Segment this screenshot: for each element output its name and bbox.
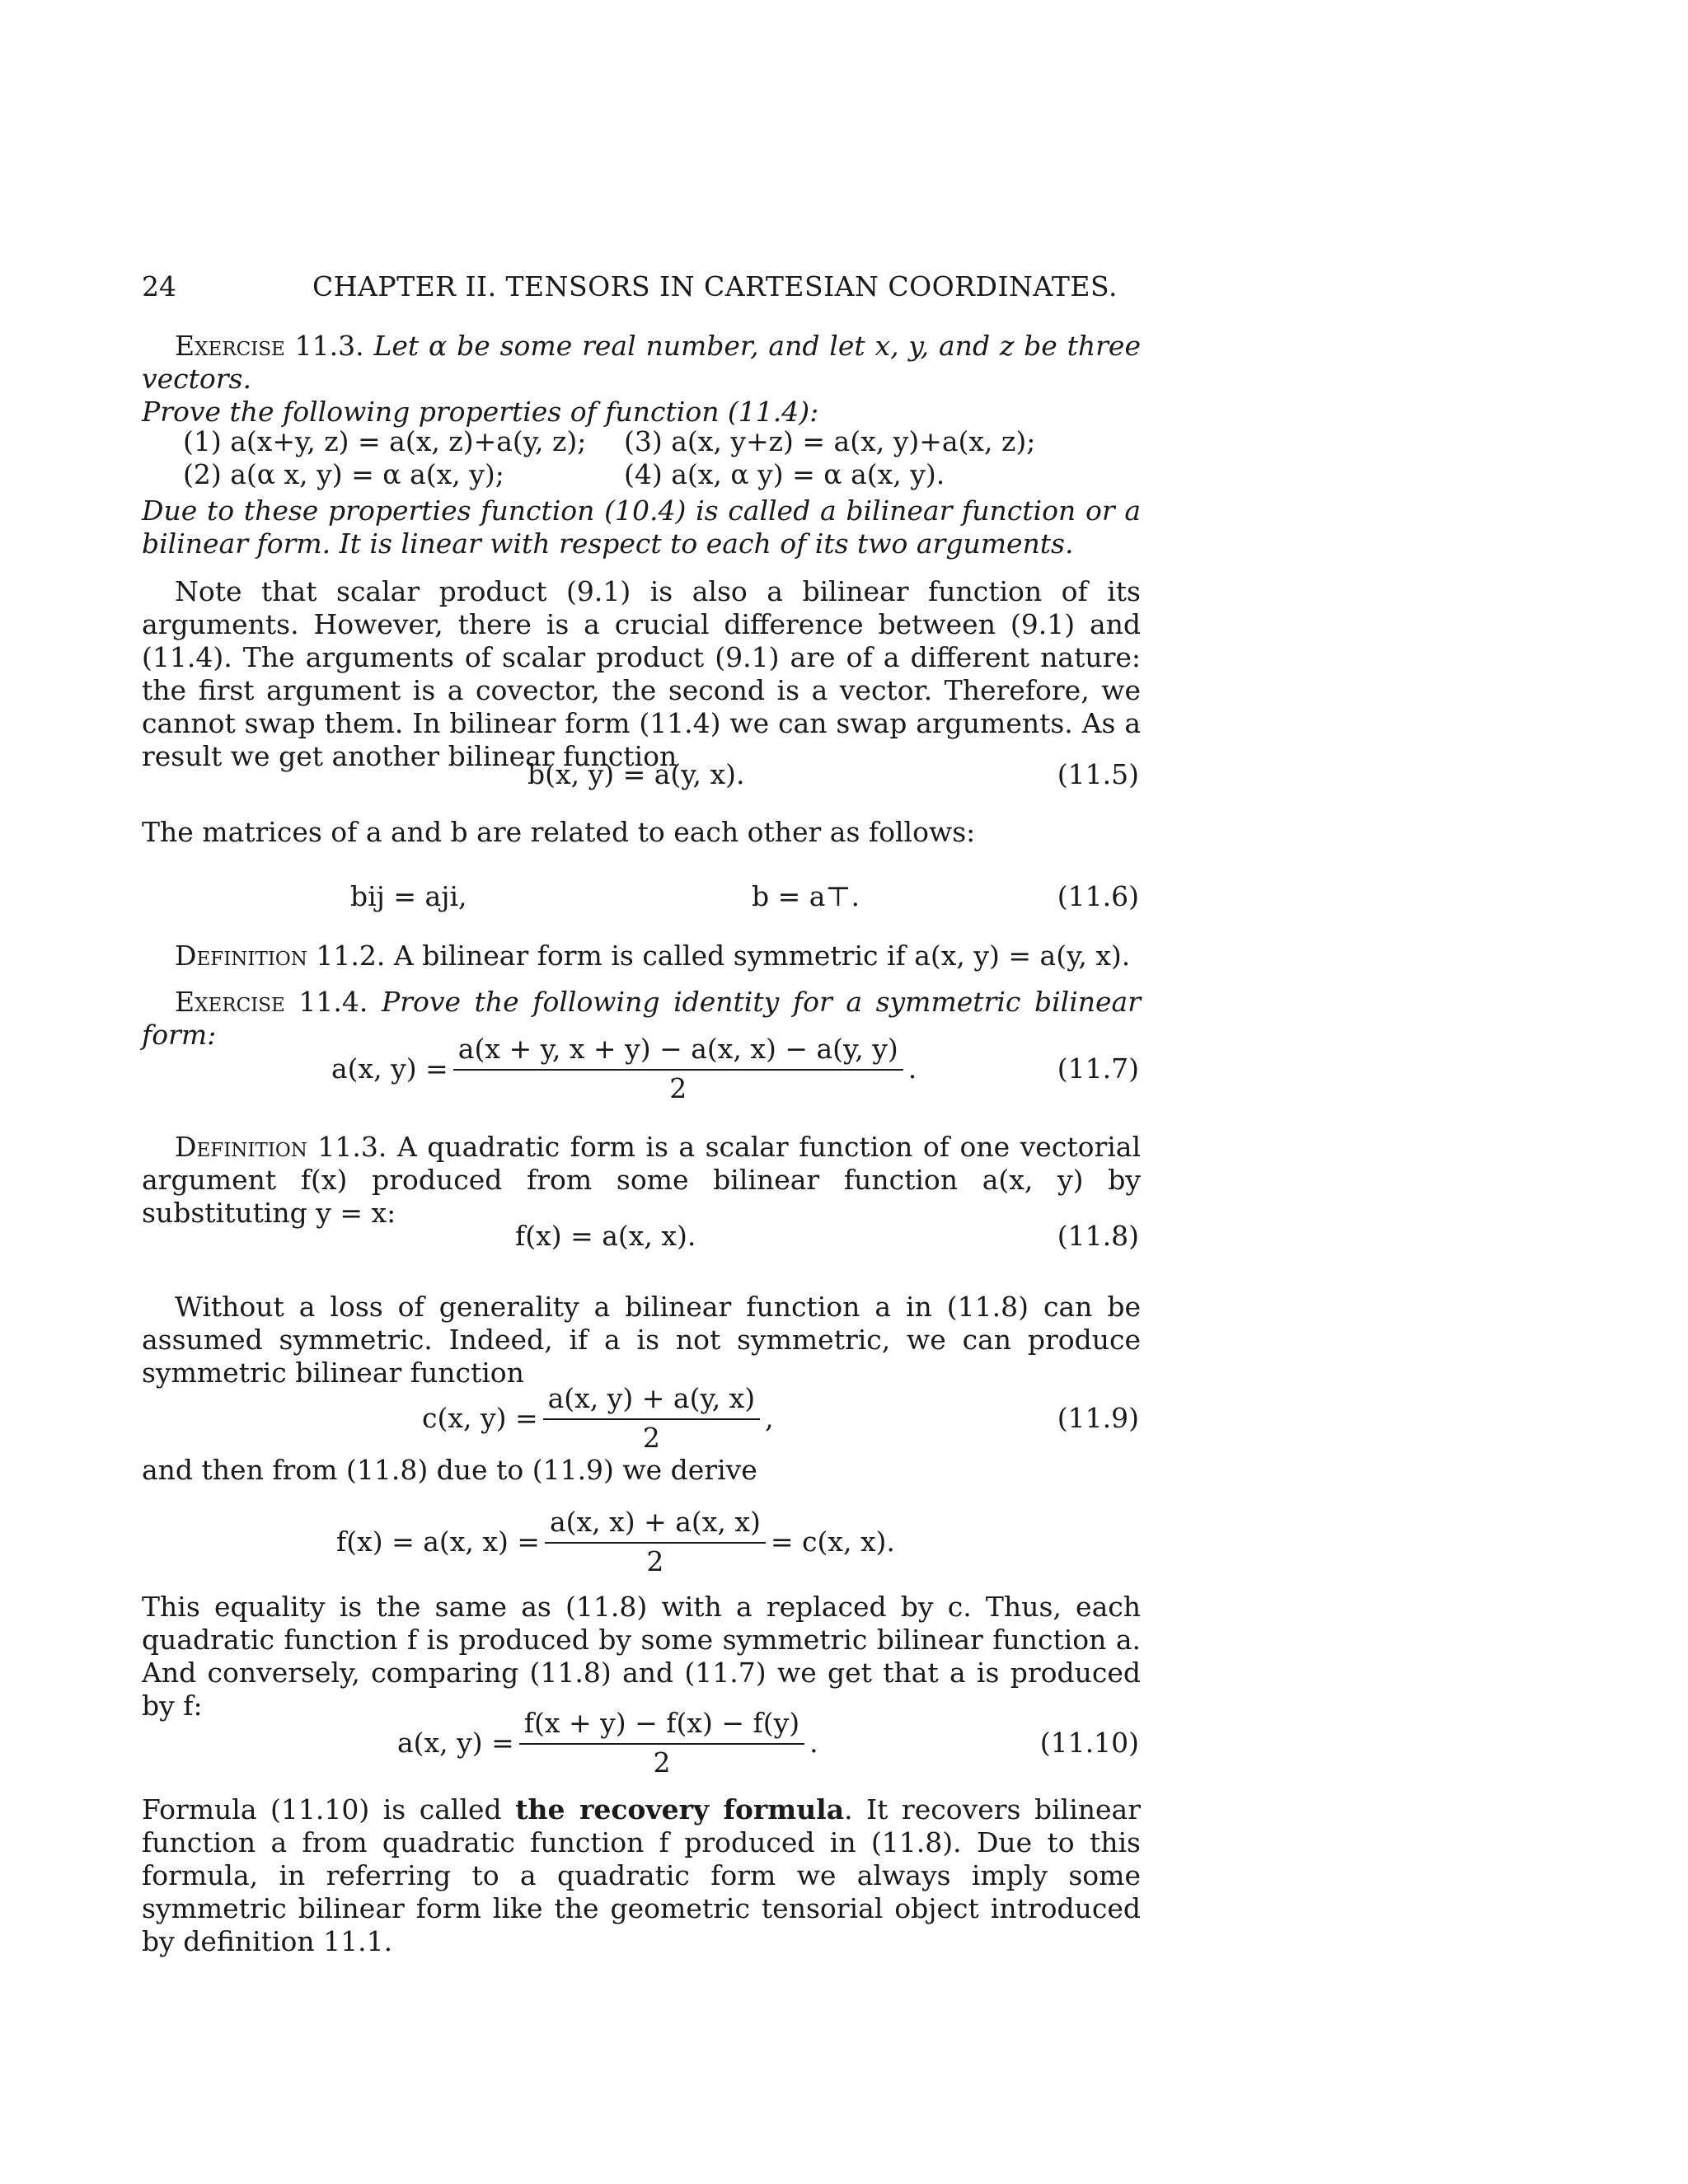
running-head: CHAPTER II. TENSORS IN CARTESIAN COORDINATES. <box>312 270 1118 302</box>
equation-11-9 <box>0 1381 1688 1455</box>
exercise-label: Exercise 11.4. <box>175 986 368 1018</box>
properties-list <box>183 425 1090 491</box>
equation-number: (11.7) <box>1057 1052 1139 1085</box>
definition-11-3 <box>142 1131 1141 1230</box>
derive-sentence: and then from (11.8) due to (11.9) we derive <box>142 1454 757 1486</box>
equation-number: (11.9) <box>1057 1402 1139 1434</box>
property-4: (4) a(x, α y) = α a(x, y). <box>624 458 945 490</box>
property-2: (2) a(α x, y) = α a(x, y); <box>183 458 504 490</box>
definition-text: A quadratic form is a scalar function of one vectorial argument f(x) produced from some bilinear function a(x, y) by substituting y = x: <box>142 1131 1141 1229</box>
property-1: (1) a(x+y, z) = a(x, z)+a(y, z); <box>183 425 587 457</box>
fraction-denominator: 2 <box>642 1422 660 1454</box>
definition-label: Definition 11.3. <box>175 1131 387 1163</box>
fraction <box>519 1707 804 1779</box>
equation-body: b(x, y) = a(y, x). <box>528 758 745 790</box>
fraction <box>545 1506 766 1578</box>
equation-11-6 <box>0 880 1688 916</box>
property-3: (3) a(x, y+z) = a(x, y)+a(x, z); <box>624 425 1036 457</box>
page-header <box>142 270 1139 307</box>
definition-text: A bilinear form is called symmetric if a(x, y) = a(y, x). <box>393 940 1131 972</box>
matrices-sentence: The matrices of a and b are related to each other as follows: <box>142 816 976 848</box>
equation-tail: . <box>907 1052 917 1085</box>
equation-body: f(x) = a(x, x). <box>515 1220 696 1252</box>
paragraph-generality: Without a loss of generality a bilinear function a in (11.8) can be assumed symmetric. Indeed, if a is not symmetric, we can produce symmetric bilinear function <box>142 1291 1141 1389</box>
fraction-denominator: 2 <box>653 1746 671 1779</box>
equation-lhs: f(x) = a(x, x) = <box>336 1526 540 1558</box>
fraction-numerator: a(x, x) + a(x, x) <box>545 1506 766 1544</box>
equation-derivation <box>0 1505 1688 1579</box>
equation-tail: . <box>809 1727 818 1759</box>
fraction-numerator: a(x + y, x + y) − a(x, x) − a(y, y) <box>453 1033 903 1071</box>
exercise-label: Exercise 11.3. <box>175 330 364 362</box>
recovery-formula-term: the recovery formula <box>515 1793 845 1825</box>
exercise-11-3 <box>142 330 1141 429</box>
definition-label: Definition 11.2. <box>175 940 386 972</box>
equation-right: b = a⊤. <box>752 880 860 912</box>
fraction <box>453 1033 903 1105</box>
fraction-numerator: a(x, y) + a(y, x) <box>543 1382 761 1420</box>
equation-11-8 <box>0 1220 1688 1256</box>
page-number: 24 <box>142 270 176 302</box>
equation-number: (11.10) <box>1039 1727 1139 1759</box>
equation-11-10 <box>0 1706 1688 1780</box>
paragraph-equality: This equality is the same as (11.8) with a replaced by c. Thus, each quadratic function f is produced by some symmetric bilinear function a. And conversely, comparing (11.8) and (11.7) we get that a is produced by f: <box>142 1591 1141 1722</box>
exercise-statement-cont: Prove the following properties of function (11.4): <box>142 396 819 428</box>
exercise-statement: Let α be some real number, and let x, y, and z be three vectors. <box>142 330 1141 395</box>
fraction-numerator: f(x + y) − f(x) − f(y) <box>519 1707 804 1745</box>
equation-lhs: a(x, y) = <box>397 1727 514 1759</box>
equation-11-5 <box>0 758 1688 794</box>
equation-number: (11.6) <box>1057 880 1139 912</box>
paragraph-scalar-product: Note that scalar product (9.1) is also a bilinear function of its arguments. However, there is a crucial difference between (9.1) and (11.4). The arguments of scalar product (9.1) are of a different nature: the first argument is a covector, the second is a vector. Therefore, we cannot swap them. In bilinear form (11.4) we can swap arguments. As a result we get another bilinear function <box>142 575 1141 772</box>
recovery-text-after: . It recovers bilinear function a from quadratic function f produced in (11.8). Due to this formula, in referring to a quadratic form we always imply some symmetric bilinear form like the geometric tensorial object introduced by definition 11.1. <box>142 1793 1141 1957</box>
equation-number: (11.8) <box>1057 1220 1139 1252</box>
equation-lhs: c(x, y) = <box>422 1402 538 1434</box>
fraction-denominator: 2 <box>669 1072 687 1104</box>
equation-11-7 <box>0 1032 1688 1106</box>
recovery-text-before: Formula (11.10) is called <box>142 1793 516 1825</box>
paragraph-recovery <box>142 1793 1141 1958</box>
equation-left: bij = aji, <box>350 880 467 912</box>
fraction-denominator: 2 <box>646 1545 664 1577</box>
equation-lhs: a(x, y) = <box>331 1052 448 1085</box>
exercise-text: Prove the following identity for a symmetric bilinear form: <box>142 986 1141 1051</box>
equation-tail: , <box>765 1402 774 1434</box>
fraction <box>543 1382 761 1455</box>
bilinear-consequence: Due to these properties function (10.4) is called a bilinear function or a bilinear form. It is linear with respect to each of its two arguments. <box>142 494 1141 560</box>
equation-number: (11.5) <box>1057 758 1139 790</box>
definition-11-2 <box>142 940 1141 972</box>
equation-rhs: = c(x, x). <box>770 1526 895 1558</box>
